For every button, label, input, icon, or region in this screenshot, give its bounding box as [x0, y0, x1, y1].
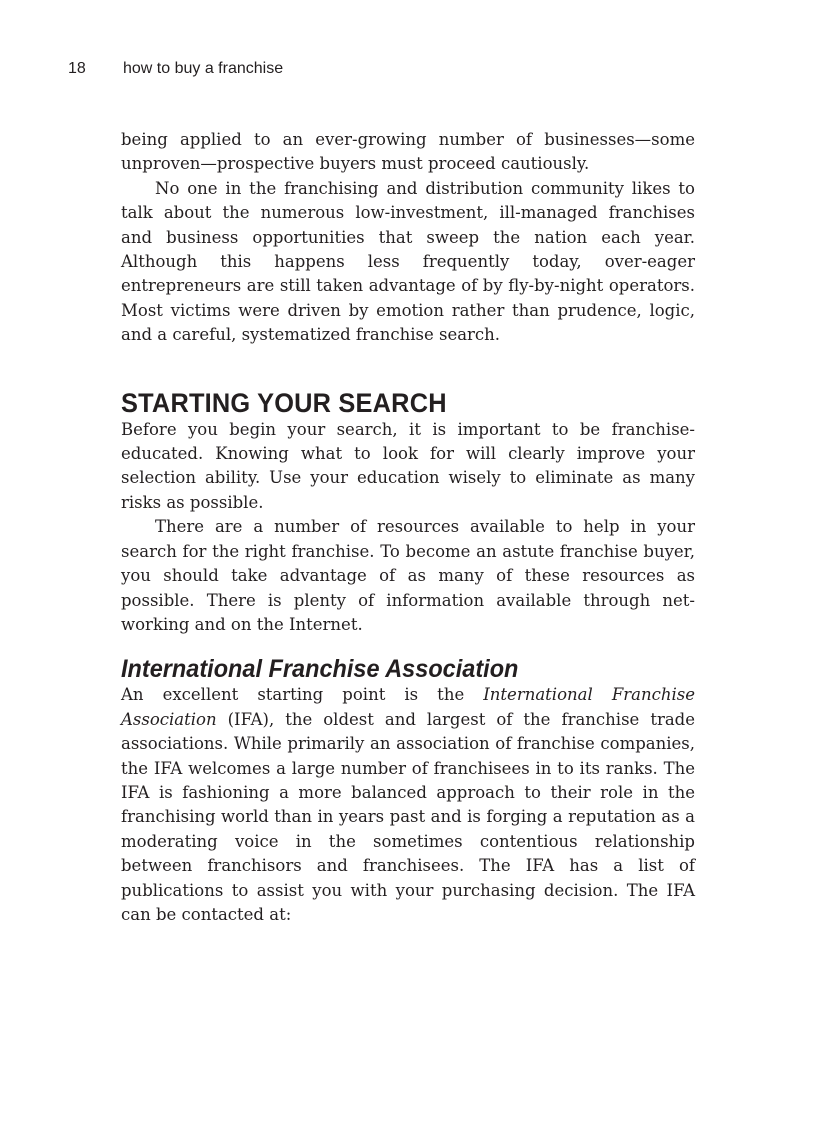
section-heading-starting-your-search: STARTING YOUR SEARCH: [121, 387, 447, 418]
running-head: [68, 60, 283, 78]
paragraph-ifa: [121, 683, 695, 927]
ifa-intro-text: An excellent starting point is the: [121, 685, 465, 705]
subsection-heading-ifa: International Franchise Association: [121, 655, 519, 684]
running-head-title: how to buy a franchise: [123, 60, 284, 77]
ifa-body-text: (IFA), the oldest and largest of the franchise trade associations. While primarily an association of franchise companies, the IFA welcomes a large number of franchisees in to its ranks. The IFA is fashioning a more balanced approach to their role in the franchising world than in years past and is forging a reputation as a moderating voice in the sometimes contentious relationship between franchisors and franchisees. The IFA has a list of publications to assist you with your purchasing decision. The IFA can be contacted at:: [121, 709, 695, 924]
page-body: [121, 128, 695, 927]
paragraph-franchise-educated: Before you begin your search, it is important to be franchise-educated. Knowing what to look for will clearly improve your selection ability. Use your education wisely to eliminate as many risks as possible.: [121, 419, 695, 512]
ifa-name-italic: International Franchise Association: [121, 685, 695, 729]
paragraph-resources: There are a number of resources available to help in your search for the right franchise. To become an astute franchise buyer, you should take advantage of as many of these resources as possible. There is plenty of information available through networking and on the Internet.: [121, 517, 695, 634]
paragraph-continued: being applied to an ever-growing number of businesses—some unproven—prospective buyers must proceed cautiously.: [121, 130, 695, 174]
paragraph-fly-by-night: No one in the franchising and distribution community likes to talk about the numerous low-investment, ill-managed franchises and business opportunities that sweep the nation each year. Although this happens less frequently today, over-eager entrepreneurs are still taken advantage of by fly-by-night operators. Most victims were driven by emotion rather than prudence, logic, and a careful, systematized franchise search.: [121, 178, 695, 345]
page-number: 18: [68, 60, 86, 77]
